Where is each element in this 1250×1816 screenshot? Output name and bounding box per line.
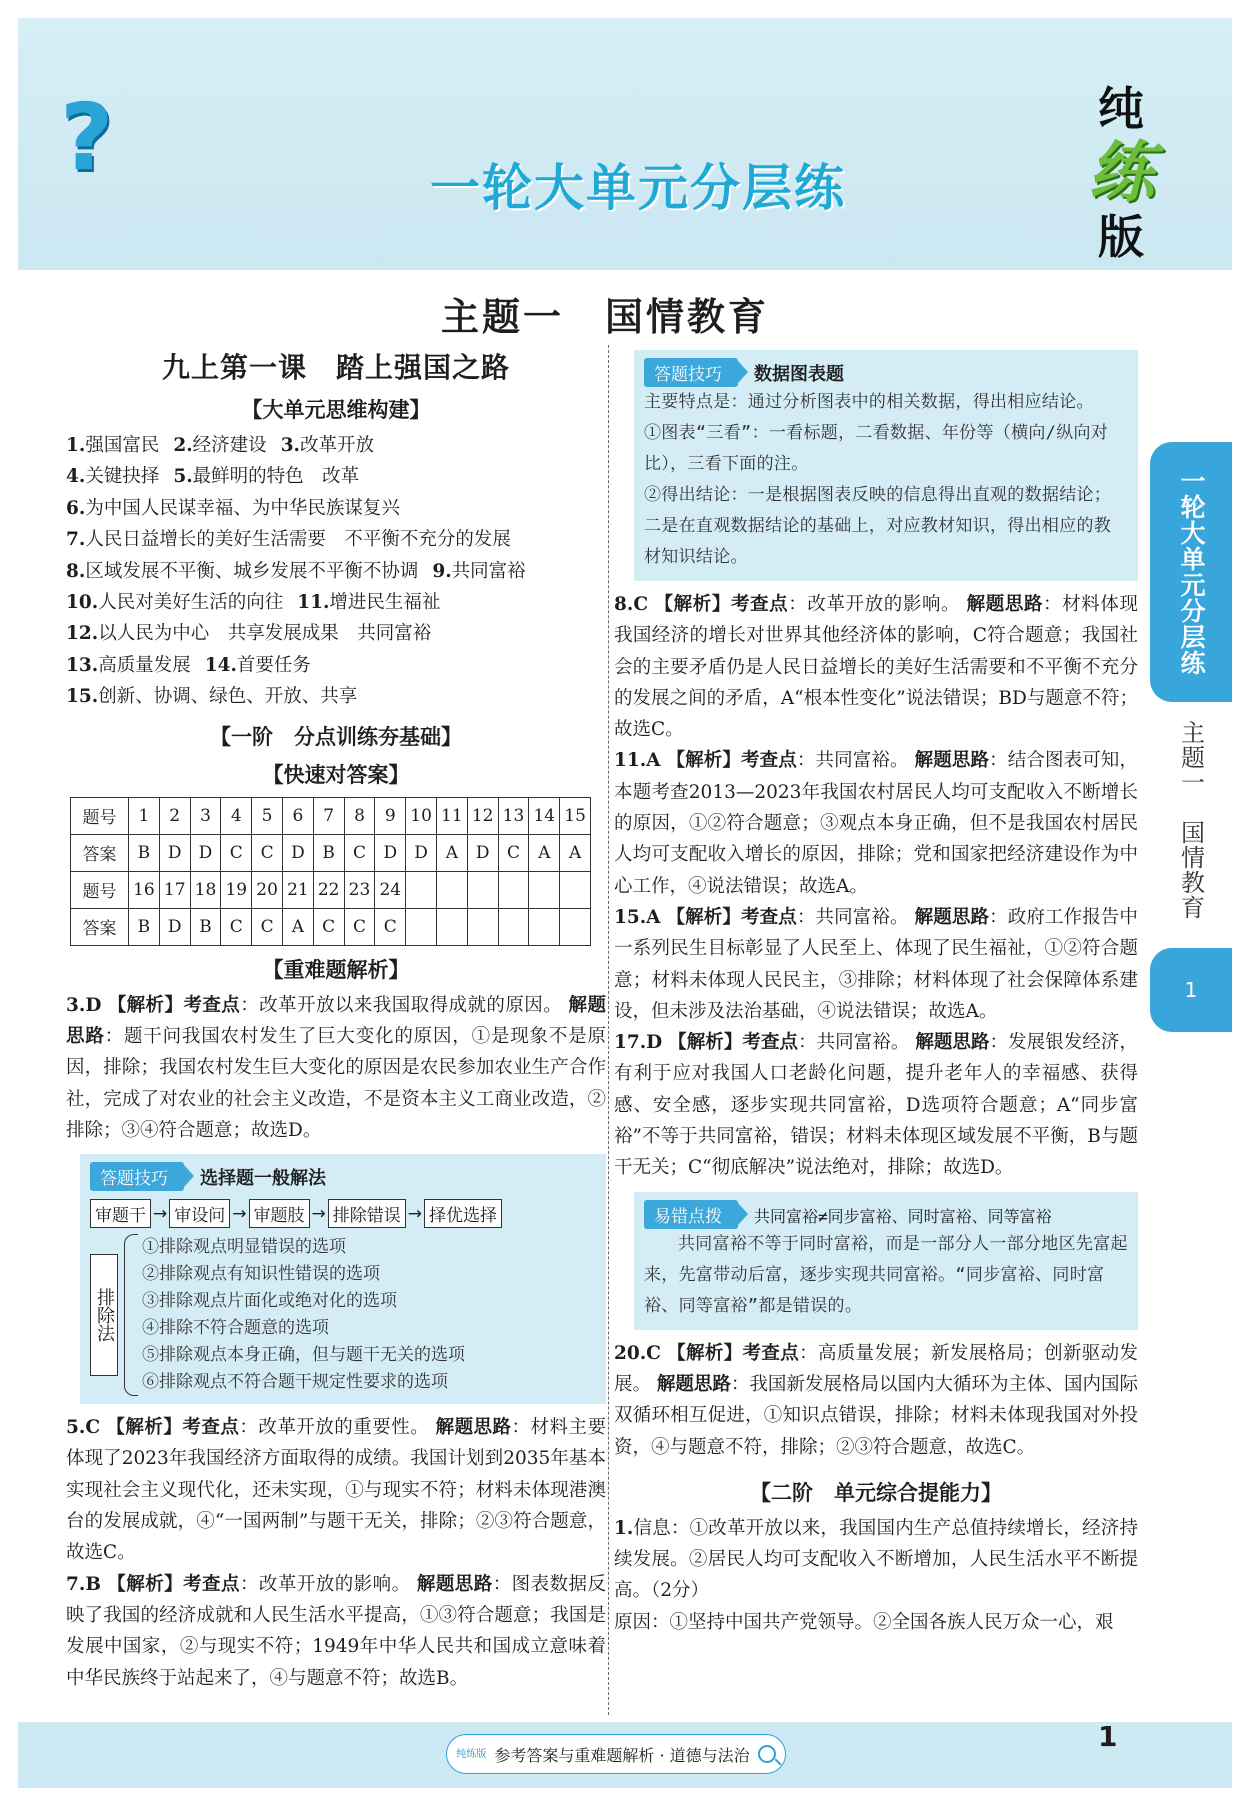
row-header: 答案	[71, 834, 129, 871]
side-tab-text: 一轮大单元分层练	[1177, 468, 1206, 676]
arrow-icon: →	[407, 1203, 422, 1224]
side-tab-series	[1150, 442, 1232, 702]
tip-title: 共同富裕≠同步富裕、同时富裕、同等富裕	[754, 1206, 1052, 1226]
row-header: 题号	[71, 871, 129, 908]
mindmap-line	[66, 587, 606, 618]
answer-11	[614, 745, 1138, 901]
item-number: 5.	[173, 466, 193, 488]
table-cell	[498, 908, 529, 945]
magnifier-icon	[758, 1745, 776, 1763]
side-topic	[1150, 720, 1232, 930]
table-cell: 18	[190, 871, 221, 908]
question-mark-icon: ?	[60, 84, 114, 191]
item-number: 9.	[432, 560, 452, 582]
table-cell: 4	[221, 797, 252, 834]
elimination-label: 排除法	[90, 1254, 118, 1376]
keypoint-label: 考查点	[183, 994, 241, 1016]
table-cell: C	[344, 834, 375, 871]
section-quick-answers: 【快速对答案】	[262, 761, 410, 787]
idea-body: ：材料体现我国经济的增长对世界其他经济体的影响，C符合题意；我国社会的主要矛盾仍是人民日益增长的美好生活需要和不平衡不充分的发展之间的矛盾，A“根本性变化”说法错误；BD与题意不符；故选C。	[614, 594, 1138, 741]
table-cell: C	[221, 834, 252, 871]
table-row	[71, 908, 591, 945]
idea-body: ：材料主要体现了2023年我国经济方面取得的成绩。我国计划到2035年基本实现社会主义现代化，还未实现，①与现实不符；材料未体现港澳台的发展成就，④“一国两制”与题干无关，排除；②③符合题意，故选C。	[66, 1417, 606, 1564]
edition-char-3: 版	[1098, 210, 1144, 264]
table-cell: B	[313, 834, 344, 871]
idea-body: ：结合图表可知，本题考查2013—2023年我国农村居民人均可支配收入不断增长的原因，①②符合题意；③观点本身正确，但不是我国农村居民人均可支配收入增长的原因，排除；党和国家把经济建设作为中心工作，④说法错误；故选A。	[614, 750, 1138, 897]
analysis-tag: 【解析】	[106, 1417, 183, 1439]
table-cell: D	[282, 834, 313, 871]
idea-body: ：发展银发经济，有利于应对我国人口老龄化问题，提升老年人的幸福感、获得感、安全感，逐步实现共同富裕，D选项符合题意；A“同步富裕”不等于共同富裕，错误；材料未体现区域发展不平衡，B与题干无关；C“彻底解决”说法绝对，排除；故选D。	[614, 1032, 1138, 1179]
item-number: 13.	[66, 654, 99, 676]
table-cell: 11	[436, 797, 467, 834]
arrow-icon: →	[311, 1203, 326, 1224]
table-cell	[529, 908, 560, 945]
answer-15	[614, 902, 1138, 1027]
series-title: 一轮大单元分层练	[430, 159, 846, 217]
table-cell: 16	[129, 871, 160, 908]
keypoint: ：共同富裕。	[796, 906, 909, 928]
answer-head: 5.C	[66, 1417, 101, 1439]
elimination-item: ⑥排除观点不符合题干规定性要求的选项	[142, 1372, 448, 1393]
keypoint-label: 考查点	[730, 594, 789, 615]
analysis-tag: 【解析】	[667, 1342, 743, 1364]
answer-head: 11.A	[614, 750, 661, 772]
flow-step: 审题肢	[249, 1199, 310, 1228]
mindmap-line	[66, 524, 606, 555]
item-number: 7.	[66, 529, 86, 551]
table-cell	[467, 871, 498, 908]
elimination-item: ②排除观点有知识性错误的选项	[142, 1264, 380, 1285]
elimination-items	[138, 1234, 465, 1396]
keypoint: ：改革开放的重要性。	[239, 1417, 430, 1439]
brace-icon	[124, 1234, 138, 1396]
table-cell: 9	[375, 797, 406, 834]
tip-title: 选择题一般解法	[200, 1168, 326, 1190]
table-cell	[436, 908, 467, 945]
item-text: 人民日益增长的美好生活需要 不平衡不充分的发展	[85, 529, 511, 551]
item-number: 14.	[204, 654, 237, 676]
elimination-item: ③排除观点片面化或绝对化的选项	[142, 1291, 397, 1312]
tip-body: 共同富裕不等于同时富裕，而是一部分人一部分地区先富起来，先富带动后富，逐步实现共同富裕。“同步富裕、同时富裕、同等富裕”都是错误的。	[644, 1233, 1128, 1316]
answer-head: 20.C	[614, 1342, 661, 1364]
mindmap-line	[66, 681, 606, 712]
idea-label: 解题思路	[966, 594, 1044, 615]
item-number: 6.	[66, 497, 86, 519]
keypoint-label: 考查点	[742, 1032, 799, 1054]
item-text: 以人民为中心 共享发展成果 共同富裕	[98, 623, 432, 645]
table-cell: D	[406, 834, 437, 871]
table-cell: 6	[282, 797, 313, 834]
item-text: 人民对美好生活的向往	[98, 592, 284, 614]
item-text: 高质量发展	[98, 654, 191, 676]
section-stage1: 【一阶 分点训练夯基础】	[210, 723, 462, 749]
table-cell: A	[282, 908, 313, 945]
table-cell: 21	[282, 871, 313, 908]
flow-step: 审题干	[90, 1199, 151, 1228]
table-cell	[467, 908, 498, 945]
answer-head: 15.A	[614, 906, 661, 928]
idea-label: 解题思路	[914, 906, 990, 928]
answer-8	[614, 589, 1138, 745]
table-cell: 5	[252, 797, 283, 834]
table-cell: C	[252, 834, 283, 871]
flow-step: 审设问	[169, 1199, 230, 1228]
footer-logo: 纯练版	[456, 1748, 487, 1760]
idea-label: 解题思路	[416, 1573, 493, 1595]
item-text: 最鲜明的特色 改革	[192, 466, 360, 488]
table-cell	[560, 908, 591, 945]
answer-17	[614, 1027, 1138, 1183]
item-number: 1.	[66, 435, 86, 456]
idea-body: ：政府工作报告中一系列民生目标彰显了人民至上、体现了民生福祉，①②符合题意；材料未体现人民民主，③排除；材料体现了社会保障体系建设，但未涉及法治基础，④说法错误；故选A。	[614, 906, 1138, 1022]
mindmap-line	[66, 430, 606, 461]
table-cell: C	[498, 834, 529, 871]
item-number: 11.	[297, 592, 330, 614]
analysis-tag: 【解析】	[666, 906, 742, 928]
table-cell: 1	[129, 797, 160, 834]
question-1-answer	[614, 1513, 1138, 1607]
keypoint: ：改革开放的影响。	[788, 594, 961, 615]
table-cell: 10	[406, 797, 437, 834]
table-cell	[498, 871, 529, 908]
side-topic-text: 主题一 国情教育	[1176, 720, 1205, 920]
keypoint-label: 考查点	[741, 906, 797, 928]
flow-step: 择优选择	[424, 1199, 502, 1228]
table-cell: D	[159, 834, 190, 871]
table-cell: 13	[498, 797, 529, 834]
analysis-tag: 【解析】	[654, 594, 731, 615]
edition-logo	[1066, 82, 1176, 264]
analysis-tag: 【解析】	[668, 1032, 743, 1054]
table-cell: 22	[313, 871, 344, 908]
table-cell: 14	[529, 797, 560, 834]
elimination-item: ④排除不符合题意的选项	[142, 1318, 329, 1339]
side-page-tab: 1	[1150, 948, 1232, 1032]
item-text: 增进民生福祉	[329, 592, 441, 614]
table-cell: 8	[344, 797, 375, 834]
table-cell: C	[375, 908, 406, 945]
keypoint: ：共同富裕。	[798, 1032, 910, 1054]
answer-head: 17.D	[614, 1032, 663, 1054]
question-1-reason: 原因：①坚持中国共产党领导。②全国各族人民万众一心，艰	[614, 1611, 1114, 1633]
flow-chart	[90, 1199, 596, 1228]
table-cell: A	[436, 834, 467, 871]
table-cell: D	[159, 908, 190, 945]
table-row	[71, 834, 591, 871]
keypoint: ：改革开放的影响。	[239, 1573, 411, 1595]
item-number: 3.	[280, 435, 301, 456]
tip-box-mistake	[634, 1192, 1138, 1330]
row-header: 答案	[71, 908, 129, 945]
flow-step: 排除错误	[328, 1199, 406, 1228]
table-cell: C	[221, 908, 252, 945]
tip-box-chart	[634, 350, 1138, 581]
idea-label: 解题思路	[66, 994, 606, 1047]
elimination-item: ⑤排除观点本身正确，但与题干无关的选项	[142, 1345, 465, 1366]
table-cell: D	[467, 834, 498, 871]
item-number: 10.	[66, 592, 99, 614]
right-column	[614, 340, 1138, 1638]
table-cell: 17	[159, 871, 190, 908]
table-cell	[560, 871, 591, 908]
q1-body: 信息：①改革开放以来，我国国内生产总值持续增长，经济持续发展。②居民人均可支配收入不断增加，人民生活水平不断提高。（2分）	[614, 1517, 1138, 1602]
table-cell: C	[344, 908, 375, 945]
footer-band	[18, 1722, 1232, 1788]
mindmap-line	[66, 618, 606, 649]
section-stage2: 【二阶 单元综合提能力】	[750, 1479, 1002, 1505]
header-banner	[18, 18, 1232, 270]
tip-tag: 答题技巧	[644, 358, 738, 387]
mindmap-line	[66, 650, 606, 681]
table-cell: A	[529, 834, 560, 871]
table-cell	[406, 908, 437, 945]
keypoint-label: 考查点	[182, 1417, 240, 1439]
answer-head: 7.B	[66, 1573, 101, 1595]
table-cell: B	[129, 908, 160, 945]
table-cell: D	[375, 834, 406, 871]
keypoint-label: 考查点	[741, 750, 797, 772]
answer-5	[66, 1412, 606, 1568]
item-text: 为中国人民谋幸福、为中华民族谋复兴	[85, 497, 400, 519]
tip-title: 数据图表题	[754, 364, 844, 385]
idea-body: ：题干问我国农村发生了巨大变化的原因，①是现象不是原因，排除；我国农村发生巨大变化的原因是农民参加农业生产合作社，完成了对农业的社会主义改造，不是资本主义工商业改造，②排除；③④符合题意；故选D。	[66, 1025, 606, 1141]
idea-label: 解题思路	[914, 750, 990, 772]
table-cell: D	[190, 834, 221, 871]
item-number: 12.	[66, 623, 99, 645]
table-cell: A	[560, 834, 591, 871]
answer-head: 1.	[614, 1517, 634, 1539]
answer-table	[70, 797, 591, 946]
table-cell: 15	[560, 797, 591, 834]
item-number: 2.	[173, 435, 193, 456]
mindmap-line	[66, 556, 606, 587]
mindmap-list	[66, 430, 606, 713]
idea-body: ：图表数据反映了我国的经济成就和人民生活水平提高，①③符合题意；我国是发展中国家，②与现实不符；1949年中华人民共和国成立意味着中华民族终于站起来了，④与题意不符；故选B。	[66, 1573, 606, 1689]
item-text: 首要任务	[236, 654, 311, 676]
tip-box-choice	[80, 1154, 606, 1404]
idea-label: 解题思路	[915, 1032, 990, 1054]
keypoint: ：共同富裕。	[796, 750, 909, 772]
table-cell: B	[129, 834, 160, 871]
table-cell: 20	[252, 871, 283, 908]
analysis-tag: 【解析】	[107, 1573, 184, 1595]
left-column	[66, 340, 606, 1694]
table-cell: C	[313, 908, 344, 945]
footer-pill	[446, 1734, 786, 1774]
table-cell: 19	[221, 871, 252, 908]
item-number: 8.	[66, 560, 86, 582]
table-cell: 24	[375, 871, 406, 908]
arrow-icon: →	[153, 1203, 168, 1224]
table-cell: 3	[190, 797, 221, 834]
item-text: 创新、协调、绿色、开放、共享	[98, 686, 358, 708]
keypoint: ：高质量发展；新发展格局；创新驱动发展。	[614, 1342, 1138, 1395]
answer-20	[614, 1338, 1138, 1463]
elimination-method	[90, 1234, 596, 1396]
table-cell: 12	[467, 797, 498, 834]
edition-char-2: 练	[1088, 134, 1154, 211]
item-text: 关键抉择	[85, 466, 160, 488]
keypoint-label: 考查点	[742, 1342, 800, 1364]
tip-line: ①图表“三看”：一看标题，二看数据、年份等（横向/纵向对比），三看下面的注。	[644, 423, 1109, 474]
mindmap-line	[66, 461, 606, 492]
idea-label: 解题思路	[435, 1417, 512, 1439]
answer-head: 8.C	[614, 594, 649, 615]
item-text: 区域发展不平衡、城乡发展不平衡不协调	[85, 560, 419, 582]
footer-text: 参考答案与重难题解析 · 道德与法治	[494, 1745, 750, 1765]
page-number: 1	[1098, 1720, 1118, 1753]
topic-title: 主题一 国情教育	[440, 294, 769, 339]
idea-body: ：我国新发展格局以国内大循环为主体、国内国际双循环相互促进，①知识点错误，排除；材料未体现我国对外投资，④与题意不符，排除；②③符合题意，故选C。	[614, 1373, 1138, 1458]
table-cell: 2	[159, 797, 190, 834]
keypoint-label: 考查点	[183, 1573, 240, 1595]
tip-tag: 易错点拨	[644, 1200, 738, 1229]
table-cell: 23	[344, 871, 375, 908]
lesson-title: 九上第一课 踏上强国之路	[161, 351, 510, 384]
item-number: 15.	[66, 686, 99, 708]
section-analysis: 【重难题解析】	[262, 956, 410, 982]
table-cell	[436, 871, 467, 908]
column-divider	[608, 345, 609, 1715]
idea-label: 解题思路	[656, 1373, 731, 1395]
item-text: 改革开放	[300, 435, 375, 456]
table-cell: B	[190, 908, 221, 945]
analysis-tag: 【解析】	[666, 750, 742, 772]
tip-line: 主要特点是：通过分析图表中的相关数据，得出相应结论。	[644, 392, 1094, 412]
item-text: 经济建设	[192, 435, 267, 456]
section-mindmap: 【大单元思维构建】	[241, 397, 431, 422]
table-row	[71, 797, 591, 834]
table-cell	[406, 871, 437, 908]
row-header: 题号	[71, 797, 129, 834]
item-number: 4.	[66, 466, 86, 488]
table-cell: 7	[313, 797, 344, 834]
answer-head: 3.D	[66, 994, 102, 1016]
arrow-icon: →	[232, 1203, 247, 1224]
table-cell	[529, 871, 560, 908]
answer-3	[66, 990, 606, 1146]
edition-char-1: 纯	[1098, 82, 1144, 136]
table-row	[71, 871, 591, 908]
analysis-tag: 【解析】	[107, 994, 184, 1016]
keypoint: ：改革开放以来我国取得成就的原因。	[240, 994, 563, 1016]
tip-line: ②得出结论：一是根据图表反映的信息得出直观的数据结论；二是在直观数据结论的基础上，对应教材知识，得出相应的教材知识结论。	[644, 485, 1112, 567]
mindmap-line	[66, 493, 606, 524]
answer-7	[66, 1569, 606, 1694]
table-cell: C	[252, 908, 283, 945]
item-text: 强国富民	[85, 435, 160, 456]
tip-tag: 答题技巧	[90, 1162, 184, 1191]
item-text: 共同富裕	[451, 560, 526, 582]
elimination-item: ①排除观点明显错误的选项	[142, 1237, 346, 1258]
